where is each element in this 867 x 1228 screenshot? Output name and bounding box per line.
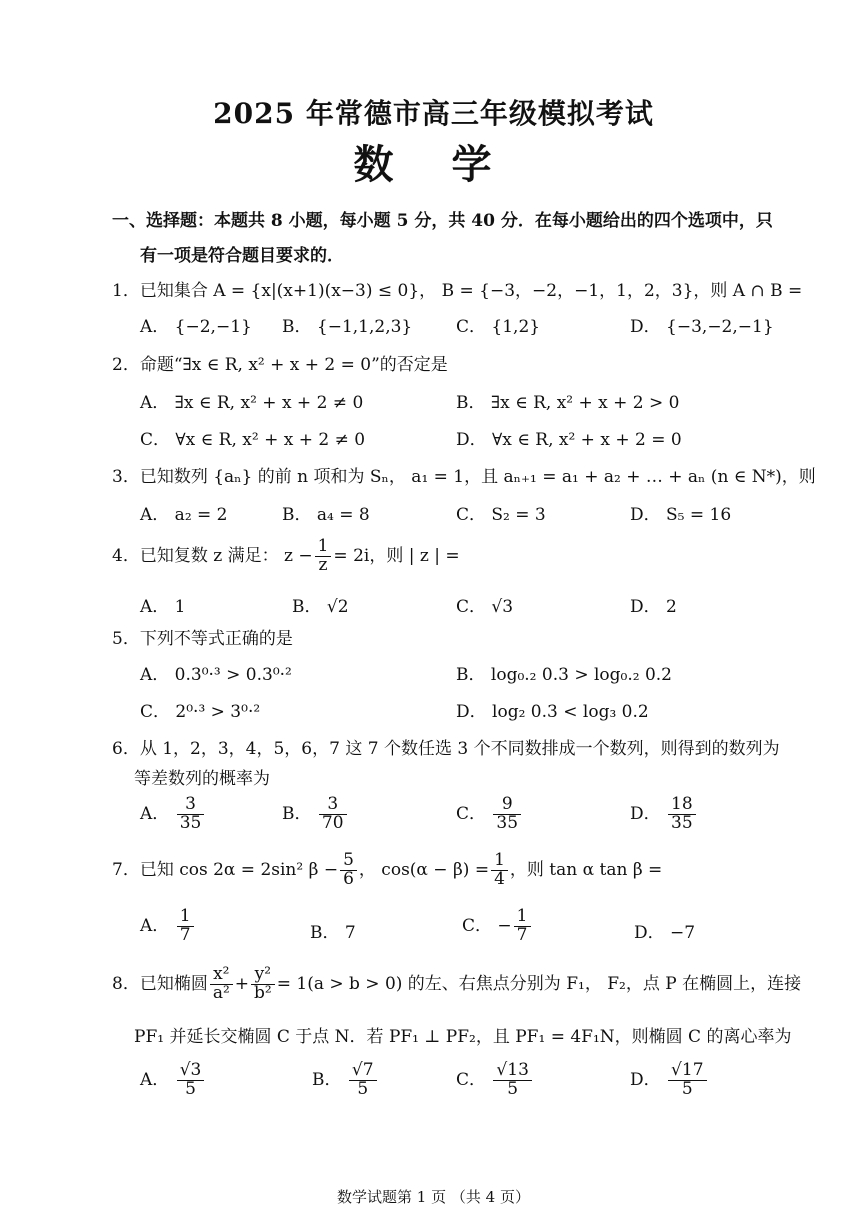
q8-option-d: D． $\frac{√17}{5}$ xyxy=(630,1062,709,1099)
exam-title: 2025 年常德市高三年级模拟考试 xyxy=(213,97,654,130)
q8-option-a: A． $\frac{√3}{5}$ xyxy=(140,1062,206,1099)
q5-option-d: D． log₂ 0.3 < log₃ 0.2 xyxy=(456,702,649,722)
q6-option-c: C． $\frac{9}{35}$ xyxy=(456,796,523,833)
q5-option-c: C． 2⁰·³ > 3⁰·² xyxy=(140,702,261,722)
q4-option-a: A． 1 xyxy=(140,597,186,617)
q6-option-a: A． $\frac{3}{35}$ xyxy=(140,796,206,833)
question-3-stem: 3．已知数列 {aₙ} 的前 n 项和为 Sₙ， a₁ = 1，且 aₙ₊₁ = a₁ + a₂ + … + aₙ (n ∈ N*)，则 xyxy=(112,467,816,487)
question-6-stem: 6．从 1，2，3，4，5，6，7 这 7 个数任选 3 个不同数排成一个数列，则得到的数列为 xyxy=(112,739,780,759)
q1-option-a: A． {−2,−1} xyxy=(140,317,252,337)
q1-option-b: B． {−1,1,2,3} xyxy=(282,317,413,337)
question-1-stem: 1．已知集合 A = {x|(x+1)(x−3) ≤ 0}， B = {−3，−2，−1，1，2，3}，则 A ∩ B = xyxy=(112,281,803,301)
question-7-stem: 7．已知 cos 2α = 2sin² β − $\frac{5}{6}$ ， cos(α − β) = $\frac{1}{4}$ ，则 tan α tan β = xyxy=(112,850,663,889)
q4-option-c: C． √3 xyxy=(456,597,514,617)
question-6-stem-cont: 等差数列的概率为 xyxy=(134,769,270,789)
q7-option-a: A． $\frac{1}{7}$ xyxy=(140,908,196,945)
section-heading: 一、选择题：本题共 8 小题，每小题 5 分，共 40 分．在每小题给出的四个选项中，只 xyxy=(112,211,773,231)
question-8-stem: 8．已知椭圆 $\frac{\text{x²}}{\text{a²}}$ + $\frac{\text{y²}}{\text{b²}}$ = 1(a > b > 0) 的左、右焦点分别为 F₁， F₂，点 P 在椭圆上，连接 xyxy=(112,964,802,1003)
q7-option-b: B． 7 xyxy=(310,923,356,943)
q7-option-c: C． − $\frac{1}{7}$ xyxy=(462,908,533,945)
q1-option-d: D． {−3,−2,−1} xyxy=(630,317,774,337)
q4-option-d: D． 2 xyxy=(630,597,677,617)
q2-option-a: A． ∃x ∈ R, x² + x + 2 ≠ 0 xyxy=(140,393,364,413)
q6-option-d: D． $\frac{18}{35}$ xyxy=(630,796,698,833)
subject-title: 数 学 xyxy=(353,141,514,188)
q3-option-a: A． a₂ = 2 xyxy=(140,505,228,525)
question-2-stem: 2．命题“∃x ∈ R, x² + x + 2 = 0”的否定是 xyxy=(112,355,448,375)
q3-option-b: B． a₄ = 8 xyxy=(282,505,370,525)
q1-option-c: C． {1,2} xyxy=(456,317,541,337)
section-heading-cont: 有一项是符合题目要求的． xyxy=(140,246,344,266)
page-footer: 数学试题第 1 页 （共 4 页） xyxy=(337,1188,530,1206)
q4-option-b: B． √2 xyxy=(292,597,349,617)
q6-option-b: B． $\frac{3}{70}$ xyxy=(282,796,349,833)
q5-option-a: A． 0.3⁰·³ > 0.3⁰·² xyxy=(140,665,292,685)
q2-option-c: C． ∀x ∈ R, x² + x + 2 ≠ 0 xyxy=(140,430,366,450)
q5-option-b: B． log₀.₂ 0.3 > log₀.₂ 0.2 xyxy=(456,665,673,685)
q3-option-c: C． S₂ = 3 xyxy=(456,505,546,525)
q8-option-c: C． $\frac{√13}{5}$ xyxy=(456,1062,534,1099)
q2-option-b: B． ∃x ∈ R, x² + x + 2 > 0 xyxy=(456,393,680,413)
q7-option-d: D． −7 xyxy=(634,923,696,943)
question-4-stem: 4．已知复数 z 满足： z − $\frac{1}{z}$ = 2i，则 | z | = xyxy=(112,536,460,575)
q8-option-b: B． $\frac{√7}{5}$ xyxy=(312,1062,379,1099)
question-8-stem-cont: PF₁ 并延长交椭圆 C 于点 N．若 PF₁ ⊥ PF₂，且 PF₁ = 4F₁N，则椭圆 C 的离心率为 xyxy=(134,1027,792,1047)
q2-option-d: D． ∀x ∈ R, x² + x + 2 = 0 xyxy=(456,430,682,450)
q3-option-d: D． S₅ = 16 xyxy=(630,505,732,525)
question-5-stem: 5．下列不等式正确的是 xyxy=(112,629,293,649)
